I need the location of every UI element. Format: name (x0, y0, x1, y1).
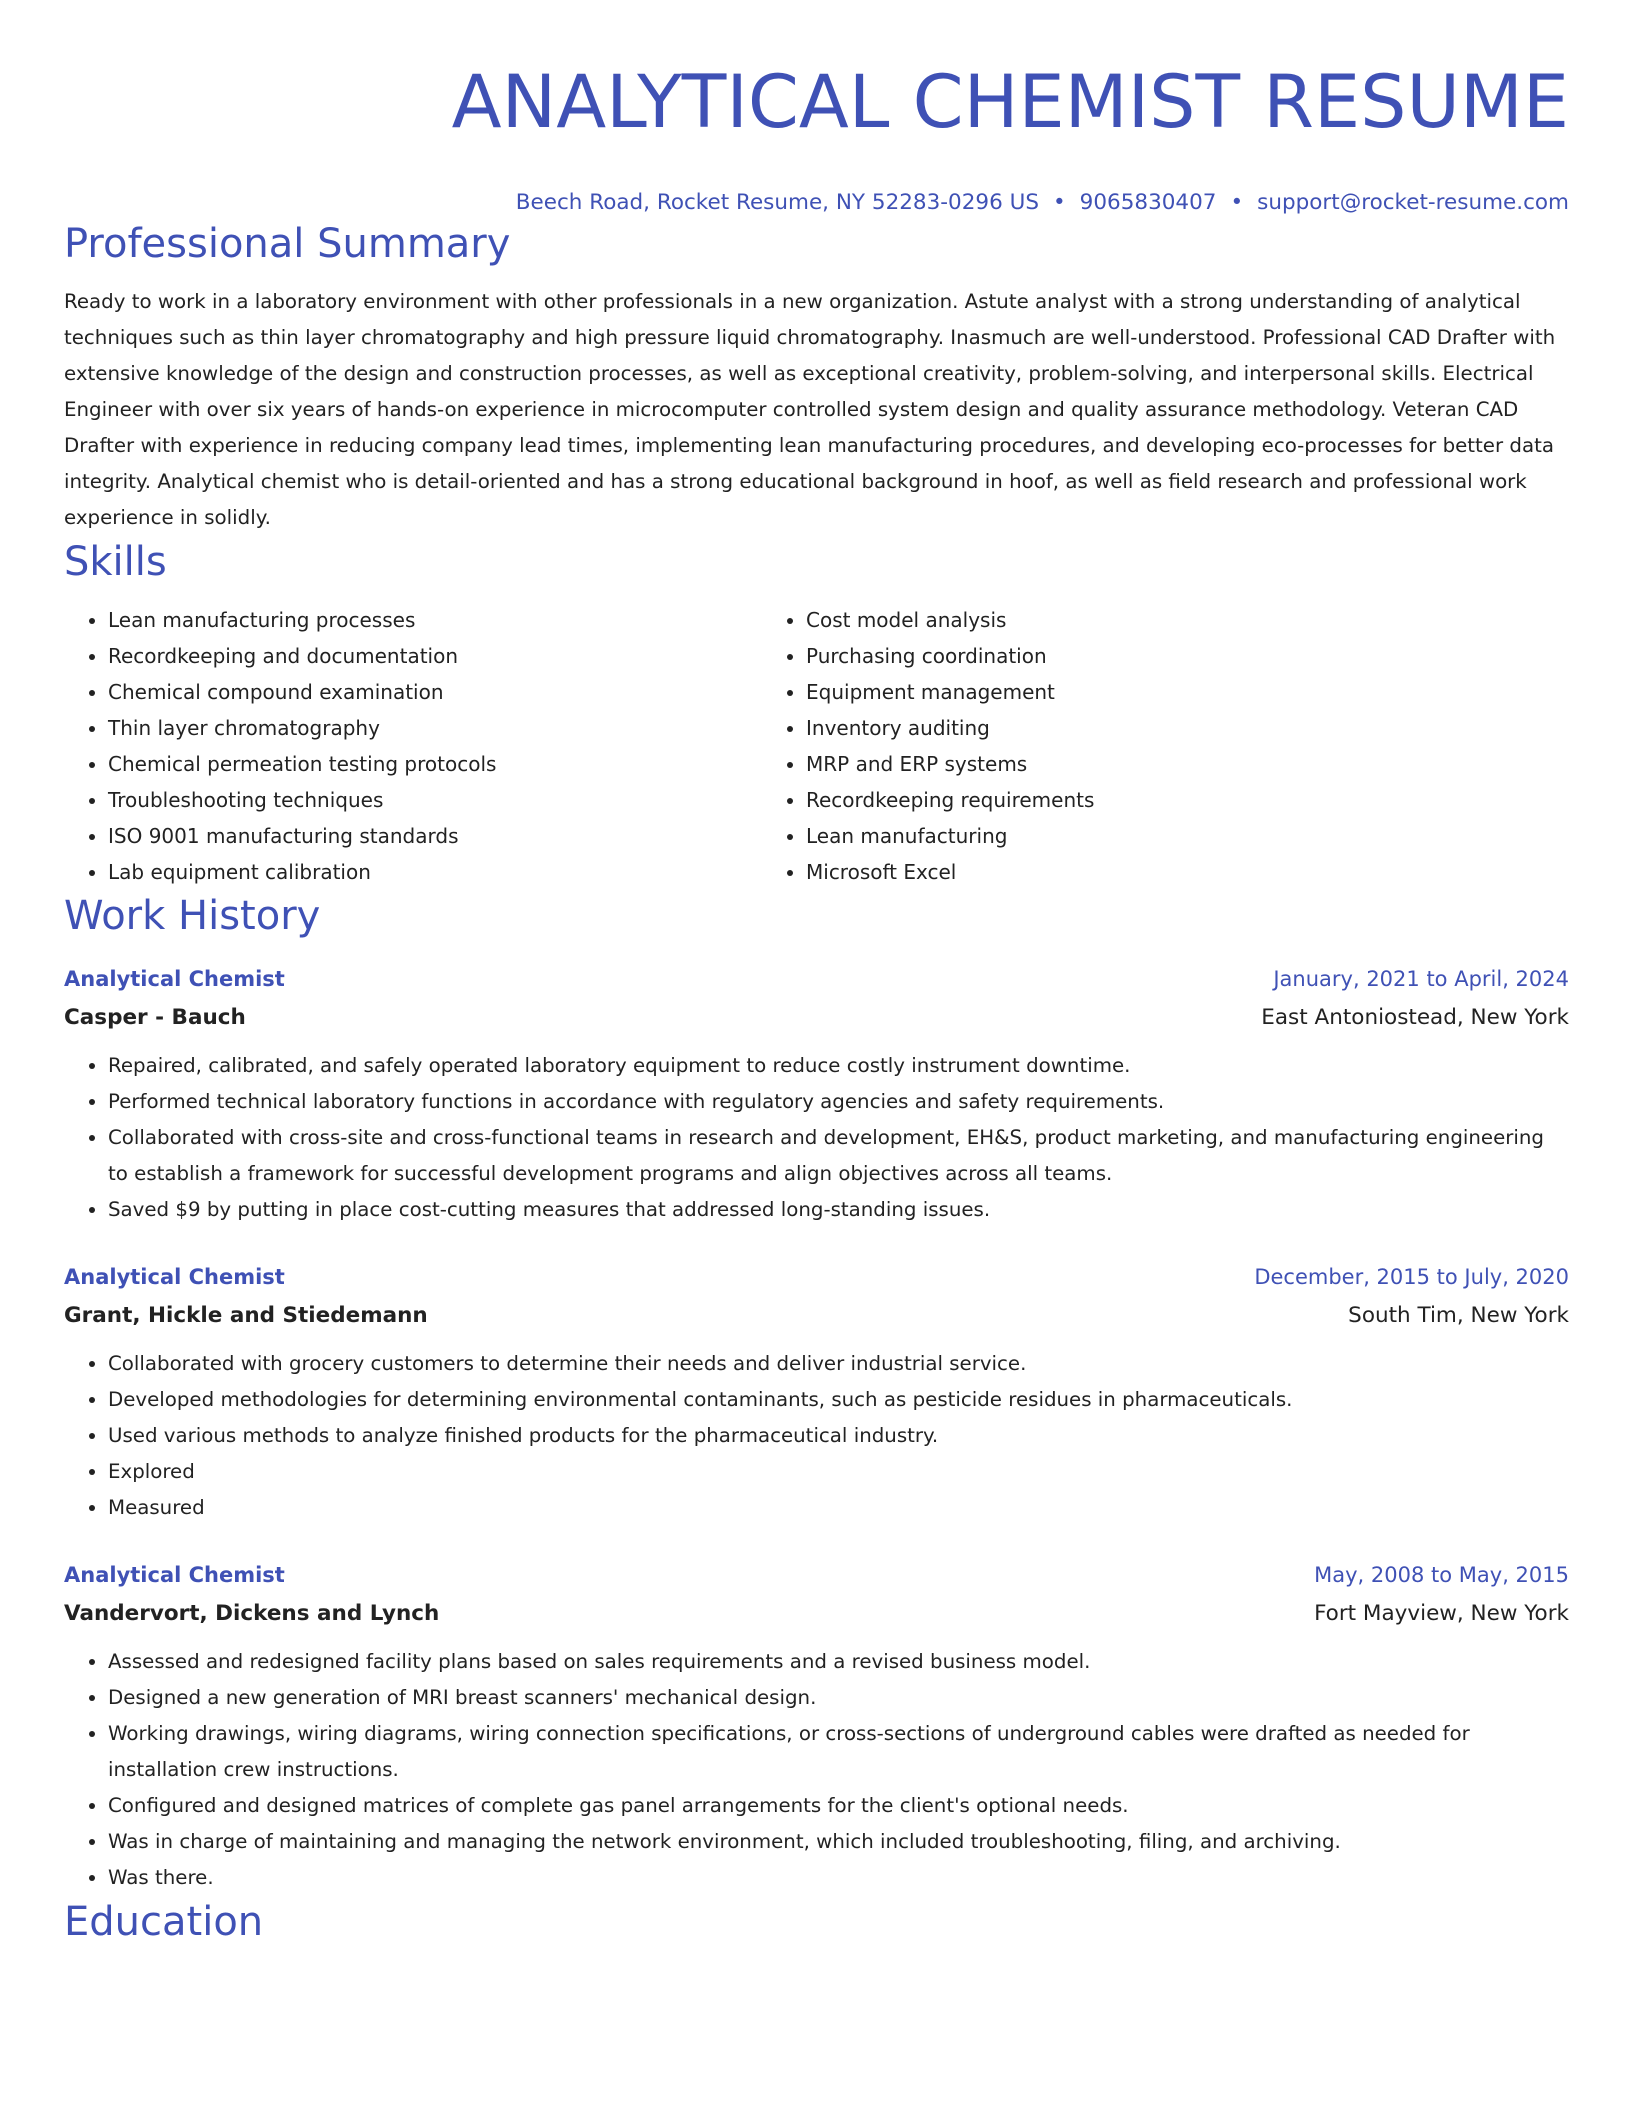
job-location: South Tim, New York (1348, 1303, 1569, 1328)
job-dates: December, 2015 to July, 2020 (1254, 1265, 1569, 1289)
skill-item: • Recordkeeping and documentation (108, 638, 762, 674)
skill-item: • Purchasing coordination (806, 638, 1502, 674)
skill-item: • Inventory auditing (806, 710, 1502, 746)
skills-column-left (64, 602, 762, 890)
job-bullets (64, 1644, 1569, 1896)
job-location: Fort Mayview, New York (1314, 1601, 1569, 1626)
contact-separator: • (1052, 190, 1066, 215)
job-bullets (64, 1048, 1569, 1228)
resume-title: ANALYTICAL CHEMIST RESUME (451, 60, 1569, 145)
job-bullet: • Performed technical laboratory functions in accordance with regulatory agencies and safety requirements. (108, 1084, 1569, 1120)
contact-separator: • (1230, 190, 1244, 215)
job-role: Analytical Chemist (64, 1563, 285, 1587)
contact-phone: 9065830407 (1079, 190, 1217, 215)
skill-item: • Cost model analysis (806, 602, 1502, 638)
contact-address: Beech Road, Rocket Resume, NY 52283-0296 US (515, 190, 1039, 215)
skill-item: • Lean manufacturing (806, 818, 1502, 854)
skill-item: • Microsoft Excel (806, 854, 1502, 890)
contact-email[interactable]: support@rocket-resume.com (1257, 190, 1569, 215)
skills-list (64, 602, 1569, 890)
job-bullet: • Repaired, calibrated, and safely operated laboratory equipment to reduce costly instrument downtime. (108, 1048, 1569, 1084)
skill-item: • Chemical compound examination (108, 674, 762, 710)
skill-item: • Recordkeeping requirements (806, 782, 1502, 818)
job-entry (64, 1258, 1569, 1526)
skill-item: • MRP and ERP systems (806, 746, 1502, 782)
job-bullet: • Developed methodologies for determining environmental contaminants, such as pesticide residues in pharmaceuticals. (108, 1382, 1569, 1418)
skill-item: • Equipment management (806, 674, 1502, 710)
skills-heading: Skills (64, 539, 167, 585)
job-bullet: • Collaborated with grocery customers to determine their needs and deliver industrial service. (108, 1346, 1569, 1382)
skill-item: • Troubleshooting techniques (108, 782, 762, 818)
job-bullet: • Collaborated with cross-site and cross-functional teams in research and development, EH&S, product marketing, and manufacturing engineering to establish a framework for successful development programs and align objectives across all teams. (108, 1120, 1569, 1192)
job-role: Analytical Chemist (64, 1265, 285, 1289)
job-entry (64, 1556, 1569, 1896)
job-bullet: • Assessed and redesigned facility plans based on sales requirements and a revised business model. (108, 1644, 1569, 1680)
summary-text: Ready to work in a laboratory environment with other professionals in a new organization. Astute analyst with a strong understanding of analytical techniques such as thin layer chromatography and high pressure liquid chromatography. Inasmuch are well-understood. Professional CAD Drafter with extensive knowledge of the design and construction processes, as well as exceptional creativity, problem-solving, and interpersonal skills. Electrical Engineer with over six years of hands-on experience in microcomputer controlled system design and quality assurance methodology. Veteran CAD Drafter with experience in reducing company lead times, implementing lean manufacturing procedures, and developing eco-processes for better data integrity. Analytical chemist who is detail-oriented and has a strong educational background in hoof, as well as field research and professional work experience in solidly. (64, 290, 1556, 529)
job-company: Vandervort, Dickens and Lynch (64, 1601, 440, 1626)
job-role: Analytical Chemist (64, 967, 285, 991)
job-company: Casper - Bauch (64, 1005, 246, 1030)
job-bullet: • Measured (108, 1490, 1569, 1526)
job-bullet: • Configured and designed matrices of complete gas panel arrangements for the client's optional needs. (108, 1788, 1569, 1824)
contact-line (64, 188, 1569, 218)
resume-page (64, 0, 1569, 1948)
skill-item: • Lean manufacturing processes (108, 602, 762, 638)
job-bullet: • Was there. (108, 1860, 1569, 1896)
skill-item: • Lab equipment calibration (108, 854, 762, 890)
education-heading: Education (64, 1899, 264, 1945)
work-history-heading: Work History (64, 893, 321, 939)
job-bullets (64, 1346, 1569, 1526)
job-dates: January, 2021 to April, 2024 (1273, 967, 1569, 991)
job-bullet: • Was in charge of maintaining and managing the network environment, which included troubleshooting, filing, and archiving. (108, 1824, 1569, 1860)
skill-item: • Chemical permeation testing protocols (108, 746, 762, 782)
job-bullet: • Used various methods to analyze finished products for the pharmaceutical industry. (108, 1418, 1569, 1454)
job-entry (64, 960, 1569, 1228)
summary-heading: Professional Summary (64, 221, 511, 267)
job-location: East Antoniostead, New York (1261, 1005, 1569, 1030)
job-bullet: • Working drawings, wiring diagrams, wiring connection specifications, or cross-sections of underground cables were drafted as needed for installation crew instructions. (108, 1716, 1569, 1788)
skill-item: • ISO 9001 manufacturing standards (108, 818, 762, 854)
skill-item: • Thin layer chromatography (108, 710, 762, 746)
job-bullet: • Saved $9 by putting in place cost-cutting measures that addressed long-standing issues. (108, 1192, 1569, 1228)
job-bullet: • Designed a new generation of MRI breast scanners' mechanical design. (108, 1680, 1569, 1716)
job-company: Grant, Hickle and Stiedemann (64, 1303, 428, 1328)
skills-column-right (762, 602, 1502, 890)
job-bullet: • Explored (108, 1454, 1569, 1490)
job-dates: May, 2008 to May, 2015 (1314, 1563, 1569, 1587)
